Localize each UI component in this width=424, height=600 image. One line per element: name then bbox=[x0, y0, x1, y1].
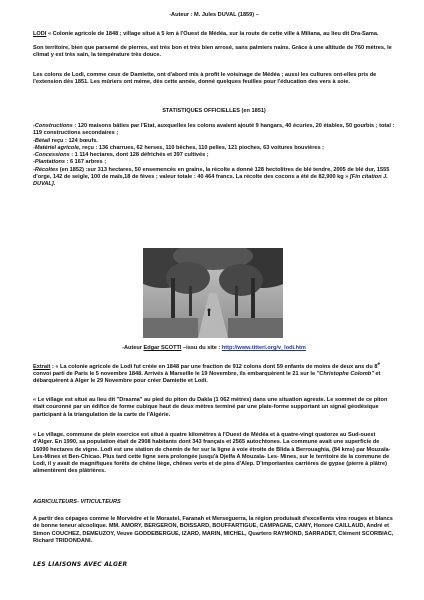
tree-lined-road-image bbox=[143, 248, 283, 338]
stat-plantations bbox=[33, 159, 395, 166]
agriculteurs-paragraph: A partir des cépages comme le Morvèdre et le Morastel, Faranah et Merseguerra, la région produisait d'excellents vins rouges et blancs de bonne teneur alcoolique. MM. AMORY, BERGERON, BOISSARD, BOUFFARTIGUE, CAMPAGNE, CAMY, Honoré CAILLAUD, André et Simon COUCHEZ, DEMEUZOY, Veuve GODDEBERGUE, IZARD, MARIN, MICHEL, Quartero RAYMOND, SARRADET, Clément SCORBIAC, Richard TRIDONDANI. bbox=[33, 516, 394, 544]
stat-value: , reçu : 136 charrues, 62 herses, 110 bêches, 110 pelles, 121 pioches, 63 voitures bouvières ; bbox=[79, 144, 325, 151]
stat-label: -Récoltes bbox=[33, 166, 59, 173]
intro-text-1: « Colonie agricole de 1848 ; village situé à 5 km à l'Ouest de Médéa, sur la route de cette ville à Miliana, au lieu dit Dra-Sama. bbox=[47, 31, 379, 37]
stat-label: -Constructions bbox=[33, 123, 73, 129]
stat-value: reçu : 124 bœufs. bbox=[50, 137, 98, 144]
stat-value: (en 1852) :sur 313 hectares, 50 ensemencés en grains, la récolte a donné 128 hectolitres de blé tendre, 2005 de blé dur, 1555 d'orge, 142 de seigle, 100 de maïs,18 de fèves ; valeur totale : 40 464 francs. La récolte des cocons a été de 82,900 kg » bbox=[33, 166, 390, 181]
ordinal-sup: e bbox=[377, 361, 381, 366]
intro-paragraph-2: Son territoire, bien que parsemé de pierres, est très bon et très bien arrosé, sans palmiers nains. Grâce à une altitude de 760 mètres, le climat y est très sain, la température très douce. bbox=[33, 45, 392, 59]
stat-value: : 120 maisons bâties par l'Etat, auxquelles les colons avaient ajouté 9 hangars, 40 écuries, 20 étables, 50 gourbis ; total : 119 constructions secondaires ; bbox=[33, 123, 395, 137]
stat-value: : 1 114 hectares, dont 128 défrichés et 397 cultivés ; bbox=[69, 152, 209, 159]
extrait-text-b: convoi parti de Paris le 5 novembre 1848. Arrivés à Marseille le 19 Novembre, ils embarquèrent le 21 sur le bbox=[33, 371, 317, 378]
extrait-text-a: : « La colonie agricole de Lodi fut créée en 1848 par une fraction de 912 colons dont 59 enfants de moins de deux ans du 8 bbox=[50, 363, 378, 370]
stat-label: -Bétail bbox=[33, 137, 51, 144]
author-header: -Auteur : M. Jules DUVAL (1859) – bbox=[169, 12, 259, 18]
lodi-label: LODI bbox=[33, 31, 47, 37]
photo-credit bbox=[33, 345, 395, 352]
stat-recoltes bbox=[33, 167, 395, 189]
citation-end: [Fin citation J. DUVAL]. bbox=[33, 174, 388, 188]
statistics-list bbox=[33, 123, 395, 189]
quote-paragraph-1: « Le village est situé au lieu dit "Drasma" au pied du piton du Dakla (1 062 mètres) dans une situation agreste. Le sommet de ce piton était couronné par un édifice de forme cubique haut de deux mètres terminé par une plate-forme supportant un signal géodésique participant à la triangulation de la carte de l'Algérie. bbox=[33, 397, 388, 418]
intro-paragraph-1 bbox=[33, 31, 395, 38]
stat-label: -Concessions bbox=[33, 152, 70, 159]
credit-mid: –issu du site : bbox=[181, 345, 222, 351]
source-link[interactable]: http://www.titteri.org/v_lodi.htm bbox=[221, 345, 306, 351]
statistics-title: STATISTIQUES OFFICIELLES (en 1851) bbox=[162, 108, 266, 114]
credit-author: Edgar SCOTTI bbox=[143, 345, 182, 351]
extrait-text-c: et débarquèrent à Alger le 29 Novembre pour créer Damiette et Lodi. bbox=[33, 371, 381, 385]
stat-constructions bbox=[33, 123, 395, 138]
extrait-label: Extrait bbox=[33, 363, 51, 370]
stat-materiel bbox=[33, 145, 395, 152]
stat-betail bbox=[33, 138, 395, 145]
extrait-paragraph bbox=[33, 360, 395, 386]
ship-name: "Christophe Colomb" bbox=[316, 371, 374, 378]
section-title-liaisons: LES LIAISONS AVEC ALGER bbox=[33, 561, 128, 568]
intro-paragraph-3: Les colons de Lodi, comme ceux de Damiette, ont d'abord mis à profit le voisinage de Médéa ; aussi les cultures ont-elles pris de l'extension dès 1851. Les mûriers ont méme, dès cette année, donné quelques feuilles pour l'éducation des vers à soie. bbox=[33, 72, 377, 86]
stat-label: -Plantations bbox=[33, 159, 66, 166]
section-title-agriculteurs: AGRICULTEURS- VITICULTEURS bbox=[33, 499, 121, 505]
quote-paragraph-2: « Le village, commune de plein exercice est situé à quatre kilomètres à l'Ouest de Médéa et à quatre-vingt quatorze au Sud-ouest d'Alger. En 1990, sa population était de 2908 habitants dont 343 français et 2565 autochtones. La commune avait une superficie de 16090 hectares de vigne. Lodi est une station de chemin de fer sur la ligne à voie étroite de Blida à Berrouaghia, (84 kms) par Mouzaïa- Les-Mines et Ben-Chicao. Plus tard cette ligne sera prolongée jusqu'à Djelfa A Mouzaïa- Les- Mines, sur le territoire de la commune de Lodi, il y avait de magnifiques forêts de chêne liège, chênes verts et de pins d'Alep. D'importantes carrières de gypse (pierre à plâtre) alimentèrent des plâtrières. bbox=[33, 432, 391, 475]
stat-value: : 6 167 arbres ; bbox=[65, 159, 107, 166]
stat-label: -Matériel agricole bbox=[33, 144, 80, 151]
historical-photo bbox=[143, 248, 283, 338]
credit-prefix: -Auteur bbox=[122, 345, 144, 351]
stat-concessions bbox=[33, 152, 395, 159]
